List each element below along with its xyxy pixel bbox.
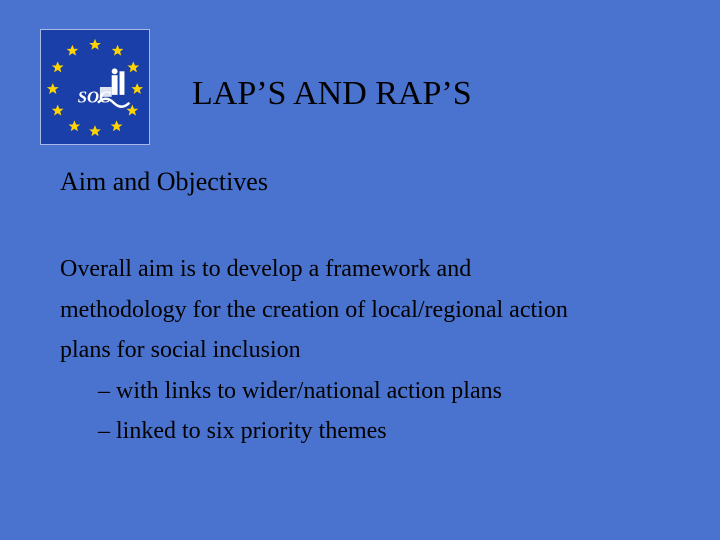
bullet-item: – with links to wider/national action plans <box>98 377 502 404</box>
body-line: methodology for the creation of local/regional action <box>60 296 568 323</box>
logo-text: SOC <box>77 87 111 107</box>
slide-subtitle: Aim and Objectives <box>60 167 268 196</box>
star-icon <box>126 105 138 116</box>
slide-body <box>60 249 700 452</box>
star-icon <box>131 83 143 94</box>
eu-flag-svg <box>41 30 149 144</box>
bullet-item: – linked to six priority themes <box>98 418 387 444</box>
star-icon <box>89 125 101 136</box>
star-icon <box>52 105 64 116</box>
star-icon <box>112 45 124 56</box>
star-icon <box>47 83 59 94</box>
star-icon <box>111 120 123 131</box>
star-icon <box>52 61 64 72</box>
star-icon <box>127 61 139 72</box>
eu-flag-logo-icon <box>40 29 150 145</box>
star-icon <box>68 120 80 131</box>
body-line: Overall aim is to develop a framework and <box>60 256 472 282</box>
star-icon <box>89 39 101 50</box>
slide-title: LAP’S AND RAP’S <box>192 75 472 112</box>
star-icon <box>67 45 79 56</box>
body-line: plans for social inclusion <box>60 337 301 363</box>
